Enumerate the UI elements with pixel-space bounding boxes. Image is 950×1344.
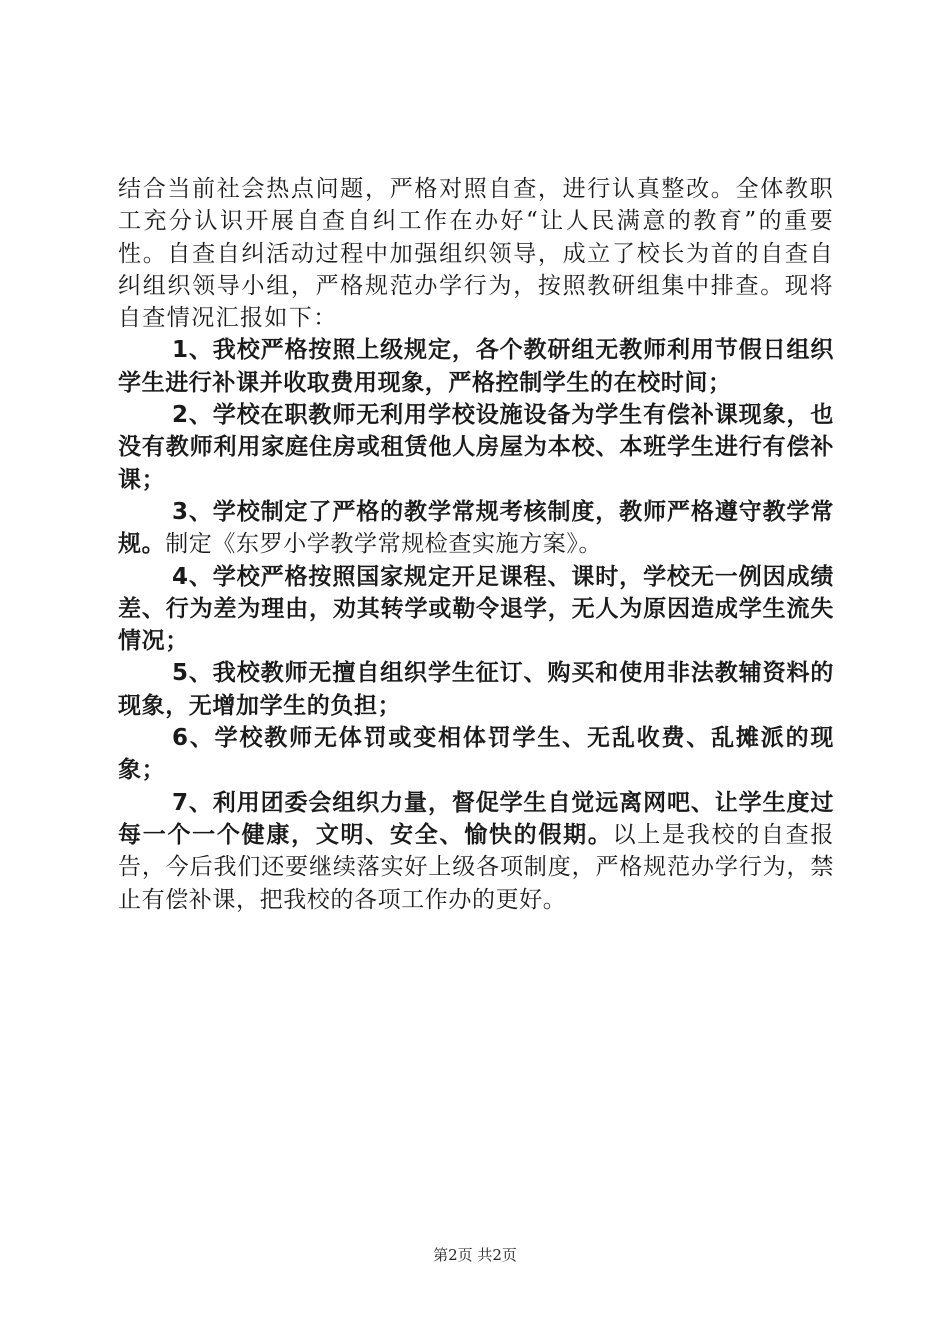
item-3-tail: 制定《东罗小学教学常规检查实施方案》。 — [165, 531, 603, 558]
item-2-paragraph: 2、学校在职教师无利用学校设施设备为学生有偿补课现象，也没有教师利用家庭住房或租赁他人房屋为本校、本班学生进行有偿补课； — [118, 402, 834, 493]
page-footer: 第2页 共2页 — [433, 1246, 517, 1264]
item-3-paragraph — [118, 496, 834, 561]
item-6-paragraph: 6、学校教师无体罚或变相体罚学生、无乱收费、乱摊派的现象； — [118, 725, 834, 784]
item-4-paragraph: 4、学校严格按照国家规定开足课程、课时，学校无一例因成绩差、行为差为理由，劝其转学或勒令退学，无人为原因造成学生流失情况； — [118, 563, 834, 655]
item-5-paragraph: 5、我校教师无擅自组织学生征订、购买和使用非法教辅资料的现象，无增加学生的负担； — [118, 660, 834, 719]
item-7-tail: 以上是我校的自查报告，今后我们还要继续落实好上级各项制度，严格规范办学行为，禁止有偿补课，把我校的各项工作办的更好。 — [118, 821, 835, 913]
item-1-paragraph: 1、我校严格按照上级规定，各个教研组无教师利用节假日组织学生进行补课并收取费用现象，严格控制学生的在校时间； — [118, 337, 834, 396]
intro-paragraph: 结合当前社会热点问题，严格对照自查，进行认真整改。全体教职工充分认识开展自查自纠工作在办好“让人民满意的教育”的重要性。自查自纠活动过程中加强组织领导，成立了校长为首的自查自纠组织领导小组，严格规范办学行为，按照教研组集中排查。现将自查情况汇报如下： — [118, 176, 834, 332]
item-7-paragraph — [118, 787, 834, 916]
document-body — [118, 173, 834, 916]
item-7-text: 7、利用团委会组织力量，督促学生自觉远离网吧、让学生度过每一个一个健康，文明、安全、愉快的假期。 — [118, 789, 834, 848]
item-3-text: 3、学校制定了严格的教学常规考核制度，教师严格遵守教学常规。 — [118, 498, 834, 558]
